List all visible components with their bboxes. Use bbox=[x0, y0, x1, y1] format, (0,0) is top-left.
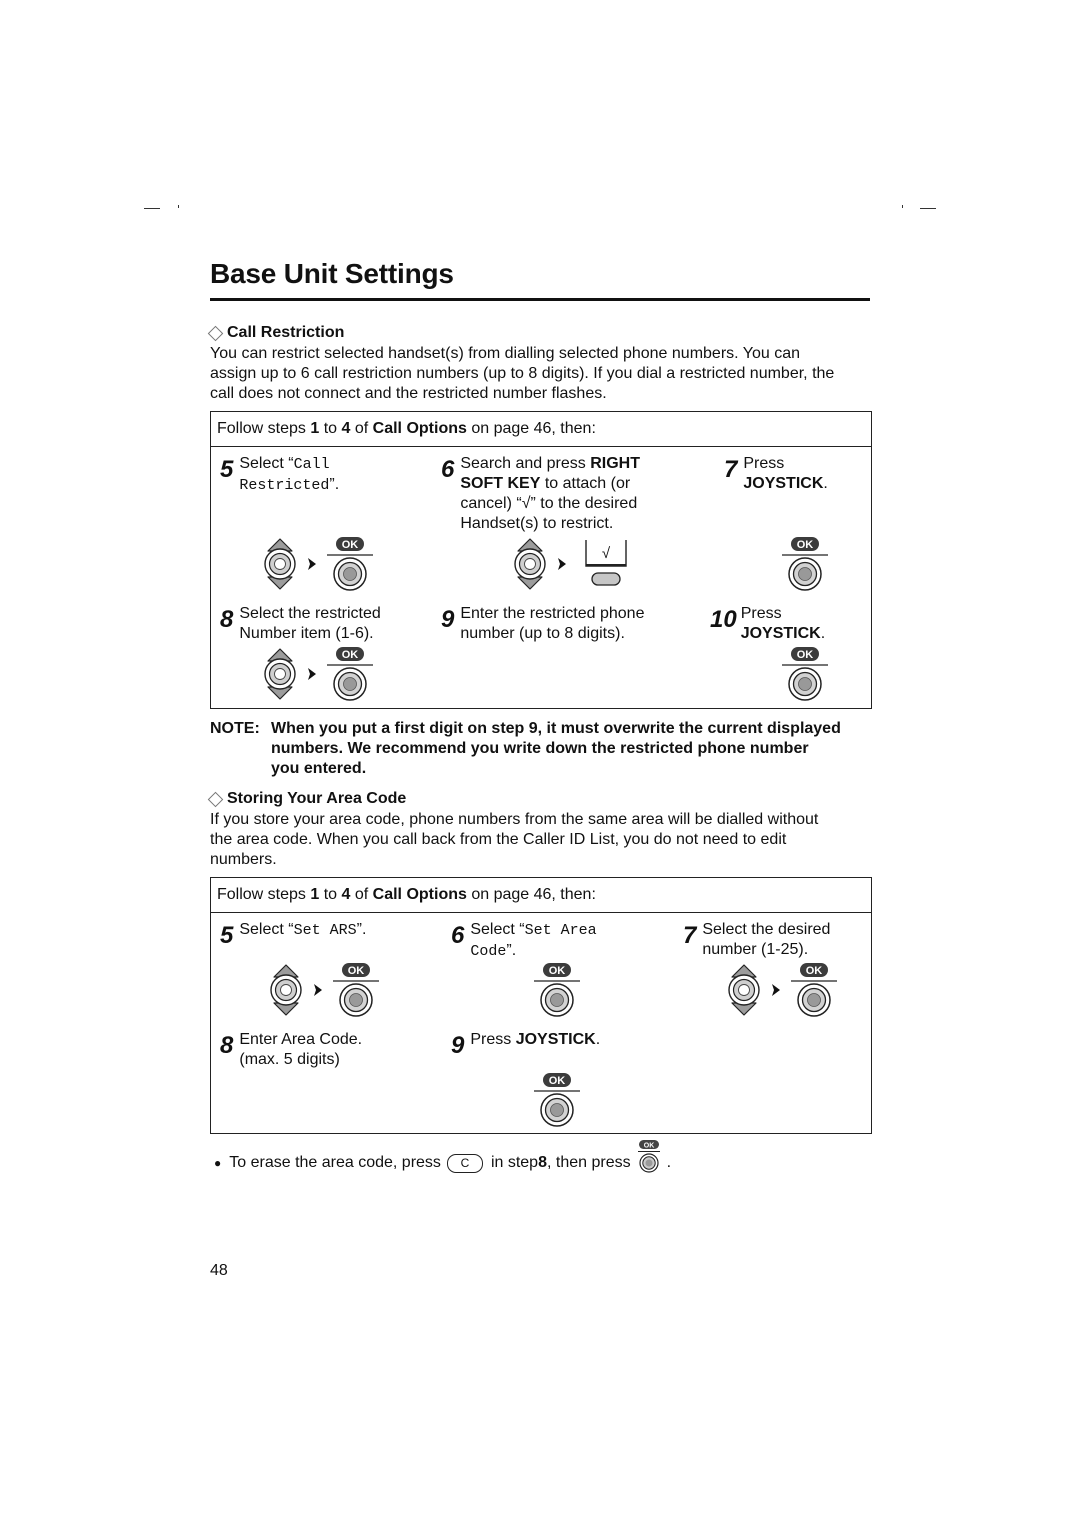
step-number: 6 bbox=[451, 922, 465, 949]
step-number: 9 bbox=[451, 1032, 465, 1059]
cr-step-5: 5 Select “Call Restricted”. bbox=[220, 455, 340, 494]
arrow-right-icon bbox=[306, 556, 318, 572]
arrow-right-icon bbox=[306, 666, 318, 682]
ac-step-9: 9 Press JOYSTICK. bbox=[451, 1031, 601, 1059]
joystick-up-down-icon bbox=[512, 538, 548, 590]
step-number: 7 bbox=[724, 456, 738, 483]
arrow-right-icon bbox=[770, 982, 782, 998]
joystick-ok-small-icon bbox=[637, 1140, 661, 1174]
joystick-ok-icon bbox=[326, 647, 374, 703]
svg-text:OK: OK bbox=[548, 965, 566, 977]
intro-line: the area code. When you call back from the Caller ID List, you do not need to edit bbox=[210, 831, 787, 848]
call-restriction-intro bbox=[210, 344, 872, 404]
diamond-bullet-icon bbox=[208, 791, 224, 807]
tip-text: in step bbox=[490, 1154, 539, 1171]
joystick-up-down-icon bbox=[726, 964, 762, 1016]
note-line: you entered. bbox=[271, 760, 367, 777]
arrow-right-icon bbox=[556, 556, 568, 572]
step-number: 8 bbox=[220, 606, 234, 633]
call-restriction-heading bbox=[208, 324, 344, 342]
tip-text: To erase the area code, press bbox=[229, 1154, 441, 1171]
joystick-ok-icon bbox=[533, 963, 581, 1019]
joystick-ok-icon bbox=[781, 537, 829, 593]
tip-text: , then press bbox=[546, 1154, 631, 1171]
area-code-heading-text: Storing Your Area Code bbox=[227, 790, 407, 807]
svg-text:OK: OK bbox=[805, 965, 823, 977]
right-soft-key-icon bbox=[584, 536, 630, 588]
step-number: 5 bbox=[220, 456, 234, 483]
step-number: 5 bbox=[220, 922, 234, 949]
note-line: When you put a first digit on step 9, it must overwrite the current displayed bbox=[271, 720, 841, 737]
ac-step-6: 6 Select “Set Area Code”. bbox=[451, 921, 597, 960]
diamond-bullet-icon bbox=[208, 325, 224, 341]
call-restriction-heading-text: Call Restriction bbox=[227, 324, 345, 341]
joystick-ok-icon bbox=[781, 647, 829, 703]
joystick-ok-icon bbox=[332, 963, 380, 1019]
follow-steps-line: Follow steps 1 to 4 of Call Options on page 46, then: bbox=[211, 412, 871, 447]
cr-step-10: 10 Press JOYSTICK. bbox=[710, 605, 826, 642]
joystick-ok-icon bbox=[533, 1073, 581, 1129]
erase-area-code-tip bbox=[214, 1142, 672, 1180]
svg-text:OK: OK bbox=[347, 965, 365, 977]
area-code-heading bbox=[208, 790, 406, 808]
step-number: 7 bbox=[683, 922, 697, 949]
intro-line: call does not connect and the restricted number flashes. bbox=[210, 385, 607, 402]
clear-key-icon: C bbox=[447, 1154, 483, 1173]
svg-text:OK: OK bbox=[341, 649, 359, 661]
cr-step-8: 8 Select the restricted Number item (1-6). bbox=[220, 605, 381, 642]
crop-mark bbox=[920, 208, 936, 209]
page-number: 48 bbox=[210, 1262, 228, 1279]
cr-step-6: 6 Search and press RIGHT SOFT KEY to attach (or cancel) “√” to the desired Handset(s) to restrict. bbox=[441, 455, 640, 532]
svg-text:OK: OK bbox=[643, 1142, 654, 1150]
step-number: 8 bbox=[220, 1032, 234, 1059]
joystick-up-down-icon bbox=[262, 538, 298, 590]
note-line: numbers. We recommend you write down the restricted phone number bbox=[271, 740, 809, 757]
intro-line: If you store your area code, phone numbers from the same area will be dialled without bbox=[210, 811, 819, 828]
joystick-up-down-icon bbox=[262, 648, 298, 700]
intro-line: assign up to 6 call restriction numbers (up to 8 digits). If you dial a restricted number, the bbox=[210, 365, 835, 382]
bullet-dot: ● bbox=[214, 1156, 222, 1170]
crop-mark bbox=[902, 205, 903, 208]
intro-line: numbers. bbox=[210, 851, 277, 868]
follow-steps-line: Follow steps 1 to 4 of Call Options on page 46, then: bbox=[211, 878, 871, 913]
step-number: 9 bbox=[441, 606, 455, 633]
crop-mark bbox=[178, 205, 179, 208]
cr-step-7: 7 Press JOYSTICK. bbox=[724, 455, 828, 492]
ac-step-8: 8 Enter Area Code. (max. 5 digits) bbox=[220, 1031, 363, 1068]
page-title: Base Unit Settings bbox=[210, 258, 454, 289]
tip-text: . bbox=[666, 1154, 672, 1171]
tip-step: 8 bbox=[538, 1154, 547, 1171]
note-label: NOTE: bbox=[210, 720, 260, 737]
crop-mark bbox=[144, 208, 160, 209]
svg-text:OK: OK bbox=[796, 539, 814, 551]
area-code-intro bbox=[210, 810, 872, 870]
joystick-ok-icon bbox=[326, 537, 374, 593]
svg-text:√: √ bbox=[601, 545, 611, 562]
cr-step-9: 9 Enter the restricted phone number (up to 8 digits). bbox=[441, 605, 645, 642]
ac-step-5: 5 Select “Set ARS”. bbox=[220, 921, 367, 949]
ac-step-7: 7 Select the desired number (1-25). bbox=[683, 921, 831, 958]
svg-text:OK: OK bbox=[548, 1075, 566, 1087]
step-number: 10 bbox=[710, 606, 737, 633]
svg-text:OK: OK bbox=[796, 649, 814, 661]
joystick-ok-icon bbox=[790, 963, 838, 1019]
title-rule bbox=[210, 298, 870, 301]
svg-text:OK: OK bbox=[341, 539, 359, 551]
arrow-right-icon bbox=[312, 982, 324, 998]
step-number: 6 bbox=[441, 456, 455, 483]
joystick-up-down-icon bbox=[268, 964, 304, 1016]
intro-line: You can restrict selected handset(s) from dialling selected phone numbers. You can bbox=[210, 345, 800, 362]
